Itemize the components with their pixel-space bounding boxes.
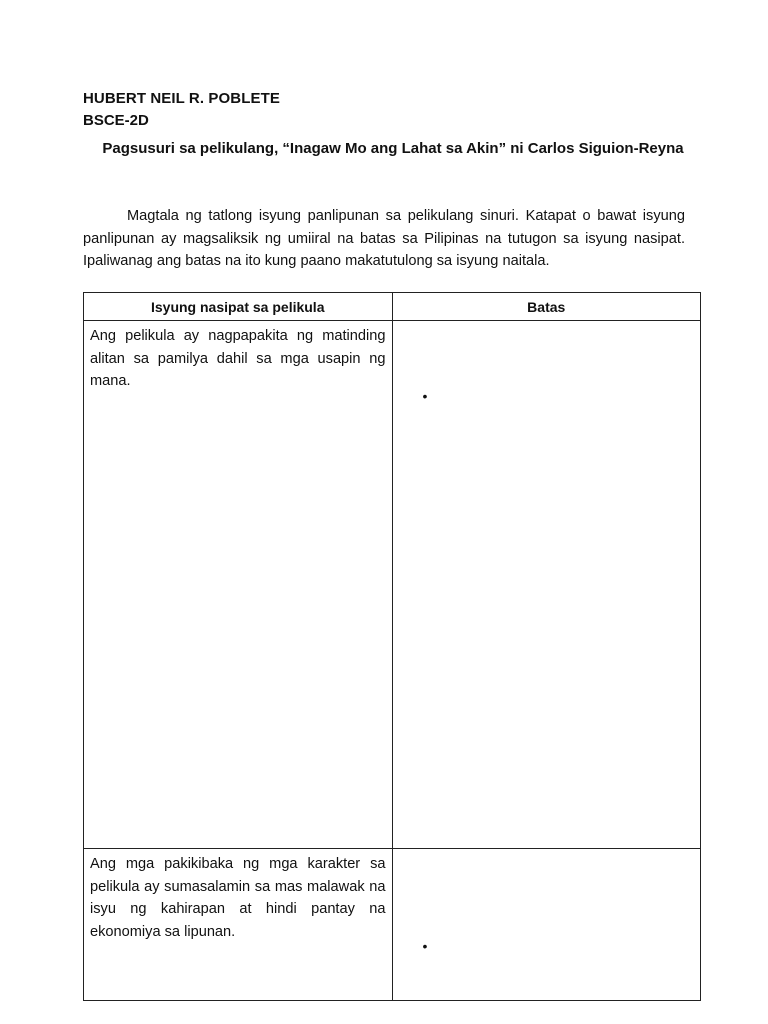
- document-title: Pagsusuri sa pelikulang, “Inagaw Mo ang Lahat sa Akin” ni Carlos Siguion-Reyna: [102, 140, 684, 157]
- table-row: [84, 849, 701, 1001]
- author-name: HUBERT NEIL R. POBLETE: [83, 90, 280, 107]
- issue-text: Ang pelikula ay nagpapakita ng matinding alitan sa pamilya dahil sa mga usapin ng mana.: [90, 328, 386, 389]
- law-cell: [392, 849, 701, 1001]
- bullet-point: •: [422, 388, 428, 404]
- issue-cell: [84, 849, 393, 1001]
- header-issue: Isyung nasipat sa pelikula: [84, 293, 393, 321]
- table-header-row: [84, 293, 701, 321]
- course-section: BSCE-2D: [83, 112, 149, 129]
- issue-text: Ang mga pakikibaka ng mga karakter sa pelikula ay sumasalamin sa mas malawak na isyu ng kahirapan at hindi pantay na ekonomiya sa lipunan.: [90, 856, 386, 940]
- bullet-point: •: [422, 938, 428, 954]
- instructions-paragraph: Magtala ng tatlong isyung panlipunan sa pelikulang sinuri. Katapat o bawat isyung panlipunan ay magsaliksik ng umiiral na batas sa Pilipinas na tutugon sa isyung nasipat. Ipaliwanag ang batas na ito kung paano makatutulong sa isyung naitala.: [83, 208, 685, 269]
- issue-cell: [84, 321, 393, 849]
- analysis-table: [83, 292, 701, 1001]
- table-row: [84, 321, 701, 849]
- header-law: Batas: [392, 293, 701, 321]
- law-cell: [392, 321, 701, 849]
